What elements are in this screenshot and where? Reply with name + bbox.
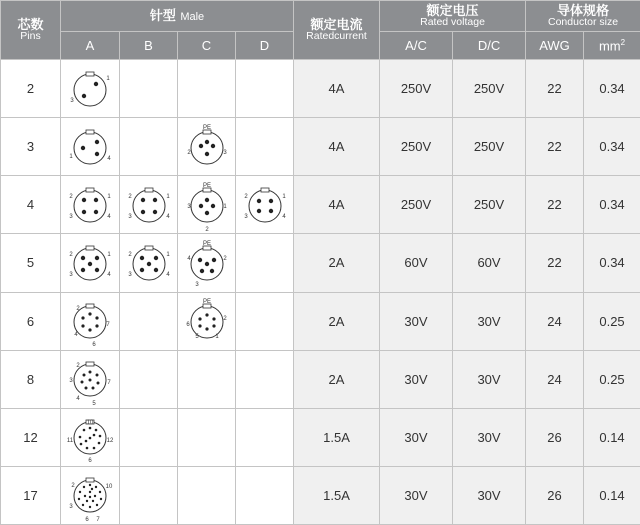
- pin-label: 12: [106, 438, 114, 445]
- diagram-cell-c: [178, 234, 236, 292]
- awg-cell: 26: [526, 408, 584, 466]
- pin-dot: [95, 429, 98, 432]
- pin-dot: [99, 435, 102, 438]
- pin-label: 6: [92, 342, 96, 349]
- pin-label: 6: [88, 458, 92, 465]
- pin-label: 3: [70, 97, 74, 104]
- current-header-zh: 额定电流: [310, 16, 363, 32]
- pin-label: 4: [281, 213, 286, 220]
- pins-cell: 17: [1, 466, 61, 524]
- diagram-cell-c: [178, 408, 236, 466]
- connector-face-diagram: [62, 236, 118, 290]
- pin-dot: [91, 488, 93, 490]
- male-header-zh: 针型: [149, 7, 176, 23]
- pin-dot: [88, 312, 91, 315]
- ac-voltage-cell: 250V: [380, 60, 453, 118]
- pin-label: 2: [76, 363, 80, 370]
- diagram-cell-b: [120, 60, 178, 118]
- diagram-cell-c: [178, 350, 236, 408]
- pin-dot: [82, 93, 86, 97]
- pin-label: 1: [165, 193, 170, 200]
- pin-dot: [81, 268, 85, 272]
- pin-label: 2: [243, 193, 248, 200]
- diagram-cell-b: [120, 292, 178, 350]
- pin-dot: [81, 316, 84, 319]
- pins-cell: 8: [1, 350, 61, 408]
- dc-voltage-cell: 30V: [453, 292, 526, 350]
- pin-dot: [89, 484, 91, 486]
- pin-label: 4: [107, 213, 111, 220]
- pin-label: 2: [204, 226, 209, 232]
- pin-label: 2: [186, 149, 191, 156]
- pin-dot: [88, 262, 92, 266]
- pin-dot: [198, 317, 201, 320]
- pin-dot: [153, 256, 157, 260]
- dc-voltage-cell: 250V: [453, 60, 526, 118]
- awg-cell: 22: [526, 234, 584, 292]
- pin-label: 3: [127, 213, 132, 220]
- pin-dot: [81, 324, 84, 327]
- diagram-cell-a: [61, 176, 120, 234]
- pin-dot: [89, 427, 92, 430]
- conductor-header: [526, 1, 640, 32]
- pin-label: 1: [165, 251, 170, 258]
- pins-cell: 6: [1, 292, 61, 350]
- male-header: [61, 1, 294, 32]
- col-mm2-sup: 2: [620, 37, 626, 47]
- pin-label: 7: [106, 322, 110, 329]
- pin-dot: [204, 140, 208, 144]
- pin-dot: [85, 440, 88, 443]
- pin-label: 4: [107, 155, 111, 162]
- pin-label: 3: [69, 271, 73, 278]
- voltage-header-zh: 额定电压: [426, 2, 479, 18]
- pin-dot: [204, 198, 208, 202]
- dc-voltage-cell: 250V: [453, 118, 526, 176]
- pin-label: 2: [222, 316, 227, 323]
- pin-dot: [152, 210, 156, 214]
- pin-dot: [256, 209, 260, 213]
- pin-dot: [94, 198, 98, 202]
- pin-label: 3: [69, 378, 73, 385]
- ac-voltage-cell: 30V: [380, 408, 453, 466]
- col-awg: AWG: [526, 32, 584, 60]
- current-cell: 1.5A: [294, 408, 380, 466]
- pin-dot: [82, 198, 86, 202]
- table-body: [1, 60, 640, 525]
- pin-dot: [94, 81, 98, 85]
- ac-voltage-cell: 60V: [380, 234, 453, 292]
- pin-dot: [212, 317, 215, 320]
- mm2-cell: 0.25: [584, 292, 640, 350]
- diagram-cell-d: [236, 118, 294, 176]
- pin-dot: [204, 211, 208, 215]
- pin-dot: [205, 327, 208, 330]
- pin-dot: [198, 144, 202, 148]
- col-c: C: [178, 32, 236, 60]
- diagram-cell-c: [178, 466, 236, 524]
- pin-label: 1: [107, 193, 111, 200]
- pin-dot: [209, 269, 213, 273]
- mm2-cell: 0.34: [584, 118, 640, 176]
- dc-voltage-cell: 30V: [453, 466, 526, 524]
- pin-label: 4: [74, 332, 78, 339]
- pin-dot: [93, 434, 96, 437]
- pin-dot: [81, 381, 84, 384]
- pins-cell: 12: [1, 408, 61, 466]
- current-cell: 2A: [294, 234, 380, 292]
- col-ac: A/C: [380, 32, 453, 60]
- pin-label: 6: [85, 517, 89, 523]
- voltage-header-en: Rated voltage: [420, 16, 485, 29]
- pin-dot: [199, 269, 203, 273]
- awg-cell: 22: [526, 60, 584, 118]
- col-a: A: [61, 32, 120, 60]
- diagram-cell-b: [120, 408, 178, 466]
- pin-dot: [97, 382, 100, 385]
- pins-cell: 3: [1, 118, 61, 176]
- pin-dot: [96, 504, 98, 506]
- mm2-cell: 0.34: [584, 60, 640, 118]
- pin-label: 7: [96, 517, 100, 523]
- pins-header-zh: 芯数: [17, 16, 44, 32]
- pin-dot: [89, 437, 92, 440]
- table-row: [1, 60, 640, 118]
- diagram-cell-c: [178, 60, 236, 118]
- diagram-cell-d: [236, 350, 294, 408]
- pin-dot: [210, 144, 214, 148]
- pin-dot: [78, 498, 80, 500]
- pin-dot: [204, 152, 208, 156]
- pin-label: 1: [222, 203, 227, 210]
- awg-cell: 26: [526, 466, 584, 524]
- diagram-cell-a: [61, 408, 120, 466]
- pin-dot: [89, 496, 91, 498]
- pin-dot: [139, 256, 143, 260]
- pin-dot: [88, 328, 91, 331]
- table-row: [1, 118, 640, 176]
- pin-dot: [268, 199, 272, 203]
- diagram-cell-a: [61, 466, 120, 524]
- table-row: [1, 466, 640, 524]
- pin-label: 3: [69, 504, 73, 511]
- pin-label: 2: [127, 193, 132, 200]
- pin-label: 4: [165, 213, 170, 220]
- pin-label: 1: [214, 334, 219, 341]
- pin-dot: [89, 491, 91, 493]
- col-mm2: [584, 32, 640, 60]
- pin-dot: [153, 268, 157, 272]
- pin-label: PE: [202, 240, 211, 247]
- diagram-cell-c: [178, 118, 236, 176]
- pin-label: 11: [66, 438, 74, 445]
- connector-face-diagram: [62, 294, 118, 348]
- pins-header: [1, 1, 61, 60]
- connector-face-diagram: [62, 178, 118, 232]
- pin-dot: [100, 498, 102, 500]
- connector-face-diagram: [62, 352, 118, 406]
- pin-dot: [83, 486, 85, 488]
- pin-dot: [99, 491, 101, 493]
- dc-voltage-cell: 60V: [453, 234, 526, 292]
- ac-voltage-cell: 250V: [380, 176, 453, 234]
- col-dc: D/C: [453, 32, 526, 60]
- pin-label: 1: [69, 153, 73, 160]
- pin-label: 5: [92, 401, 96, 407]
- pin-dot: [85, 387, 88, 390]
- connector-face-diagram: [62, 120, 118, 174]
- pin-label: 3: [69, 213, 73, 220]
- pin-label: 1: [106, 75, 110, 82]
- ac-voltage-cell: 250V: [380, 118, 453, 176]
- ac-voltage-cell: 30V: [380, 466, 453, 524]
- pin-dot: [89, 371, 92, 374]
- pin-label: 4: [76, 396, 80, 403]
- diagram-cell-d: [236, 234, 294, 292]
- connector-face-diagram: [62, 410, 118, 464]
- pin-dot: [212, 324, 215, 327]
- pin-label: 3: [243, 213, 248, 220]
- diagram-cell-a: [61, 234, 120, 292]
- current-cell: 4A: [294, 118, 380, 176]
- dc-voltage-cell: 30V: [453, 408, 526, 466]
- pins-cell: 5: [1, 234, 61, 292]
- pin-dot: [95, 152, 99, 156]
- awg-cell: 22: [526, 118, 584, 176]
- pin-dot: [82, 504, 84, 506]
- diagram-cell-c: [178, 176, 236, 234]
- current-cell: 1.5A: [294, 466, 380, 524]
- mm2-cell: 0.34: [584, 176, 640, 234]
- mm2-cell: 0.34: [584, 234, 640, 292]
- connector-face-diagram: [179, 294, 235, 348]
- connector-face-diagram: [62, 468, 118, 522]
- connector-face-diagram: [121, 236, 177, 290]
- pin-label: 6: [185, 322, 190, 329]
- diagram-cell-b: [120, 118, 178, 176]
- pin-dot: [82, 210, 86, 214]
- diagram-cell-d: [236, 176, 294, 234]
- pin-dot: [93, 447, 96, 450]
- diagram-cell-a: [61, 60, 120, 118]
- col-mm2-unit: mm: [598, 38, 621, 54]
- conductor-header-zh: 导体规格: [557, 2, 610, 18]
- mm2-cell: 0.25: [584, 350, 640, 408]
- dc-voltage-cell: 30V: [453, 350, 526, 408]
- col-b: B: [120, 32, 178, 60]
- connector-face-diagram: [121, 178, 177, 232]
- diagram-cell-b: [120, 234, 178, 292]
- connector-face-diagram: [179, 236, 235, 290]
- pin-dot: [79, 491, 81, 493]
- pins-cell: 4: [1, 176, 61, 234]
- diagram-cell-b: [120, 350, 178, 408]
- pin-label: PE: [202, 299, 211, 306]
- pin-dot: [95, 486, 97, 488]
- awg-cell: 22: [526, 176, 584, 234]
- connector-face-diagram: [237, 178, 293, 232]
- pin-label: 3: [127, 271, 132, 278]
- current-cell: 2A: [294, 292, 380, 350]
- pin-dot: [139, 268, 143, 272]
- pin-label: 2: [69, 193, 73, 200]
- dc-voltage-cell: 250V: [453, 176, 526, 234]
- table-row: [1, 292, 640, 350]
- pin-dot: [86, 447, 89, 450]
- pin-dot: [80, 443, 83, 446]
- table-row: [1, 234, 640, 292]
- pins-header-en: Pins: [20, 30, 41, 43]
- pin-dot: [198, 324, 201, 327]
- pin-label: 4: [165, 271, 170, 278]
- pin-dot: [92, 500, 94, 502]
- mm2-cell: 0.14: [584, 466, 640, 524]
- connector-face-diagram: [62, 62, 118, 116]
- pin-dot: [89, 379, 92, 382]
- pin-label: 1: [281, 193, 286, 200]
- pin-dot: [152, 198, 156, 202]
- pin-dot: [140, 210, 144, 214]
- awg-cell: 24: [526, 350, 584, 408]
- pin-label: 2: [71, 483, 75, 490]
- pin-label: 10: [86, 420, 94, 427]
- male-header-en: Male: [180, 10, 205, 23]
- pin-dot: [204, 262, 208, 266]
- pin-dot: [94, 210, 98, 214]
- pin-label: 2: [69, 251, 73, 258]
- col-d: D: [236, 32, 294, 60]
- pin-label: 3: [194, 281, 199, 288]
- awg-cell: 24: [526, 292, 584, 350]
- mm2-cell: 0.14: [584, 408, 640, 466]
- current-header-en: Ratedcurrent: [306, 30, 367, 43]
- diagram-cell-d: [236, 60, 294, 118]
- pin-dot: [81, 256, 85, 260]
- pin-label: 2: [76, 306, 80, 313]
- pin-dot: [86, 500, 88, 502]
- current-header: [294, 1, 380, 60]
- pin-dot: [205, 313, 208, 316]
- table-row: [1, 176, 640, 234]
- pin-dot: [140, 198, 144, 202]
- pin-dot: [98, 442, 101, 445]
- connector-face-diagram: [179, 178, 235, 232]
- pin-label: 3: [222, 149, 227, 156]
- pin-dot: [92, 387, 95, 390]
- pin-label: 2: [127, 251, 132, 258]
- pin-dot: [81, 146, 85, 150]
- pin-dot: [94, 495, 96, 497]
- pin-dot: [256, 199, 260, 203]
- pin-dot: [83, 374, 86, 377]
- ac-voltage-cell: 30V: [380, 292, 453, 350]
- pin-dot: [84, 495, 86, 497]
- pin-dot: [95, 256, 99, 260]
- pin-label: 1: [107, 251, 111, 258]
- pin-dot: [96, 374, 99, 377]
- pin-dot: [268, 209, 272, 213]
- pin-label: 4: [186, 255, 191, 262]
- diagram-cell-c: [178, 292, 236, 350]
- pin-label: 5: [194, 334, 199, 341]
- connector-face-diagram: [179, 120, 235, 174]
- pin-dot: [95, 324, 98, 327]
- pin-label: PE: [202, 124, 211, 131]
- pin-dot: [211, 258, 215, 262]
- pin-label: 2: [222, 255, 227, 262]
- pin-dot: [83, 429, 86, 432]
- diagram-cell-d: [236, 408, 294, 466]
- pin-dot: [95, 140, 99, 144]
- current-cell: 4A: [294, 176, 380, 234]
- diagram-cell-b: [120, 176, 178, 234]
- diagram-cell-a: [61, 350, 120, 408]
- pin-label: 10: [105, 484, 113, 491]
- pin-dot: [210, 204, 214, 208]
- pin-dot: [198, 204, 202, 208]
- diagram-cell-a: [61, 292, 120, 350]
- pin-label: 7: [107, 380, 111, 387]
- current-cell: 2A: [294, 350, 380, 408]
- pin-label: 4: [107, 271, 111, 278]
- pin-dot: [95, 316, 98, 319]
- diagram-cell-d: [236, 466, 294, 524]
- pin-dot: [146, 262, 150, 266]
- pin-dot: [89, 506, 91, 508]
- pin-dot: [79, 436, 82, 439]
- conductor-header-en: Conductor size: [548, 16, 619, 29]
- diagram-cell-a: [61, 118, 120, 176]
- pin-label: 3: [186, 203, 191, 210]
- ac-voltage-cell: 30V: [380, 350, 453, 408]
- pin-dot: [95, 268, 99, 272]
- diagram-cell-b: [120, 466, 178, 524]
- pins-cell: 2: [1, 60, 61, 118]
- pin-label: PE: [202, 182, 211, 189]
- table-row: [1, 350, 640, 408]
- current-cell: 4A: [294, 60, 380, 118]
- diagram-cell-d: [236, 292, 294, 350]
- voltage-header: [380, 1, 526, 32]
- table-row: [1, 408, 640, 466]
- pin-dot: [197, 258, 201, 262]
